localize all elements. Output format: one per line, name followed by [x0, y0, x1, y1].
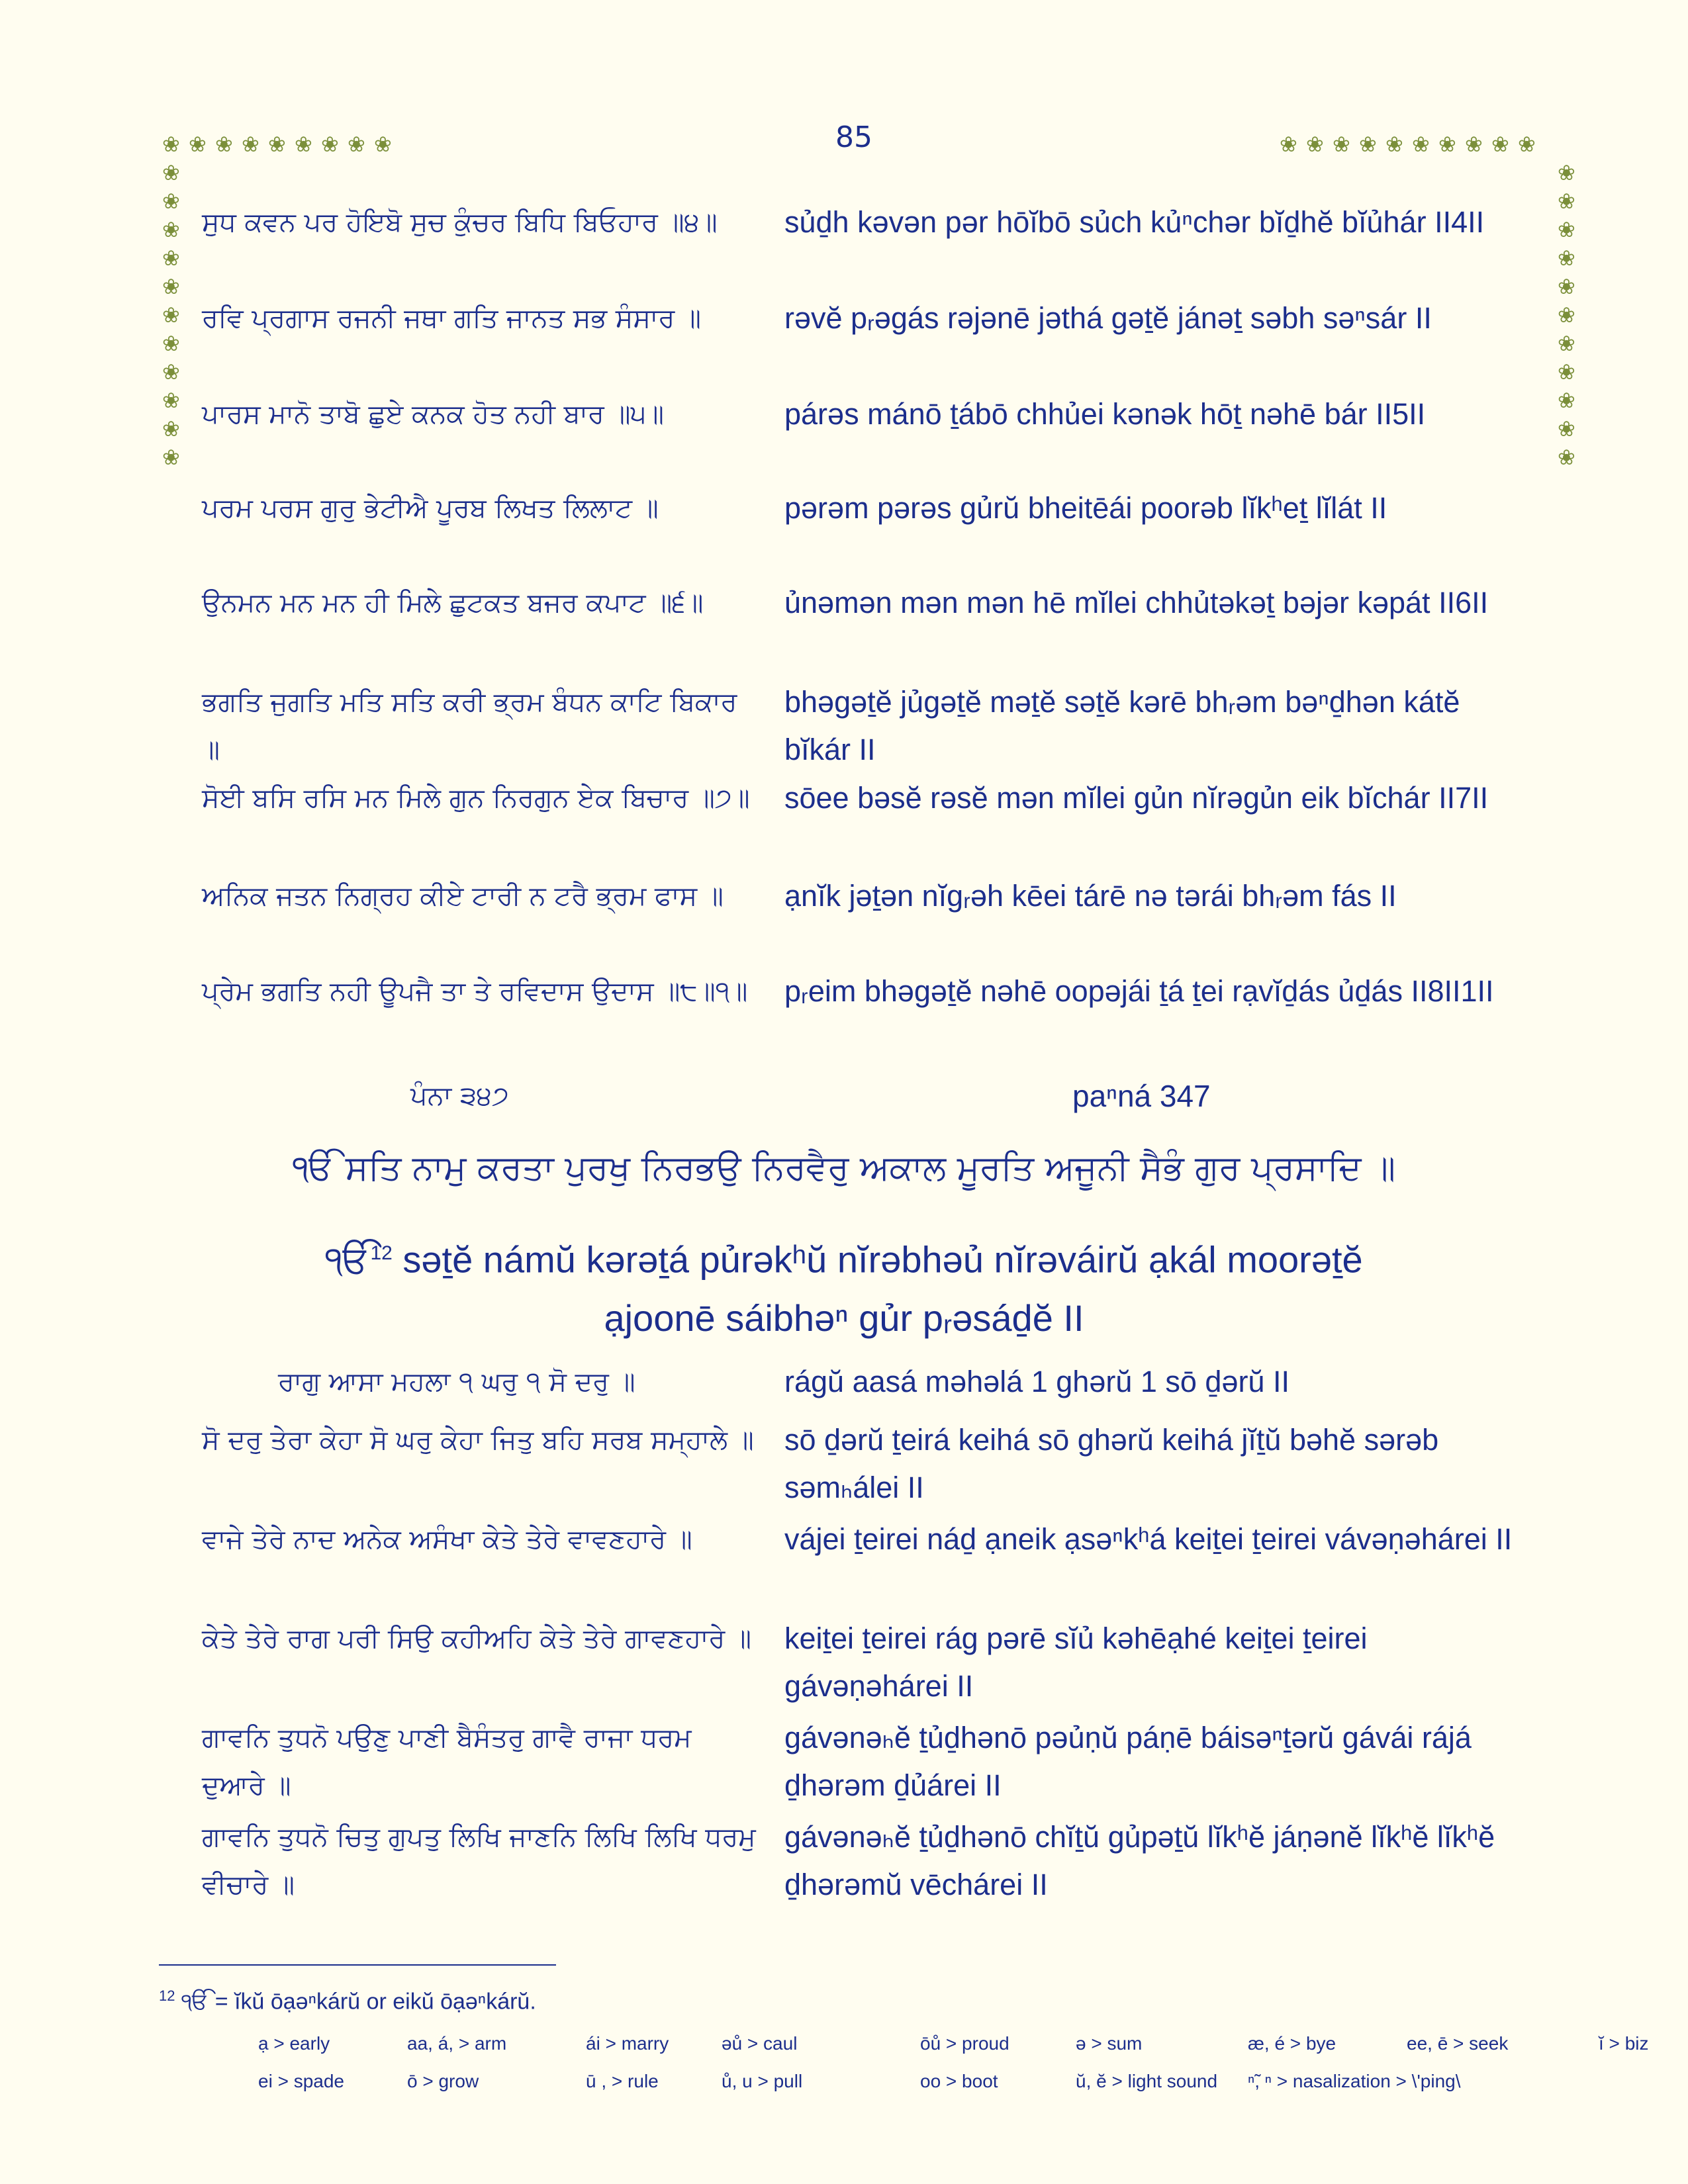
raag-heading-gurmukhi: ਰਾਗੁ ਆਸਾ ਮਹਲਾ ੧ ਘਰੁ ੧ ਸੋ ਦਰੁ ॥	[278, 1367, 635, 1397]
verse-gurmukhi: ਸੋ ਦਰੁ ਤੇਰਾ ਕੇਹਾ ਸੋ ਘਰੁ ਕੇਹਾ ਜਿਤੁ ਬਹਿ ਸਰਬ ਸਮ੍ਹਾਲੇ ॥	[202, 1425, 754, 1455]
verse-translit: pᵣeim bhəgəṯĕ nəhē oopəjái ṯá ṯei rạvĭḏás ủḏás II8II1II	[784, 974, 1494, 1008]
pronunciation-key-item: ū , > rule	[586, 2071, 659, 2091]
flower-ornament-icon: ❀	[1280, 132, 1297, 157]
verse-translit: sủḏh kəvən pər hōĭbō sủch kủⁿchər bĭḏhĕ bĭủhár II4II	[784, 205, 1485, 239]
verse-gurmukhi: ਸੋਈ ਬਸਿ ਰਸਿ ਮਨ ਮਿਲੇ ਗੁਨ ਨਿਰਗੁਨ ਏਕ ਬਿਚਾਰ ॥੭॥	[202, 783, 750, 813]
flower-ornament-icon: ❀	[1558, 445, 1575, 470]
flower-ornament-icon: ❀	[348, 132, 365, 157]
verse-gurmukhi: ਸੁਧ ਕਵਨ ਪਰ ਹੋਇਬੋ ਸੁਚ ਕੁੰਚਰ ਬਿਧਿ ਬਿਓਹਾਰ ॥੪॥	[202, 207, 718, 238]
verse-translit: keiṯei ṯeirei rág pərē sĭủ kəhēạhé keiṯei ṯeirei gávəṇəhárei II	[784, 1621, 1368, 1703]
pronunciation-key-item: əů > caul	[722, 2033, 798, 2054]
flower-ornament-icon: ❀	[1306, 132, 1324, 157]
page-number: 85	[835, 120, 872, 154]
footnote-number: 12	[159, 1987, 175, 2004]
flower-ornament-icon: ❀	[162, 445, 180, 470]
pronunciation-key-item: ōů > proud	[920, 2033, 1009, 2054]
flower-ornament-icon: ❀	[162, 359, 180, 385]
pronunciation-key-item: oo > boot	[920, 2071, 998, 2091]
verse-gurmukhi: ਪ੍ਰੇਮ ਭਗਤਿ ਨਹੀ ਊਪਜੈ ਤਾ ਤੇ ਰਵਿਦਾਸ ਉਦਾਸ ॥੮॥੧॥	[202, 976, 748, 1007]
flower-ornament-icon: ❀	[295, 132, 312, 157]
flower-ornament-icon: ❀	[1558, 274, 1575, 299]
verse-gurmukhi: ਵਾਜੇ ਤੇਰੇ ਨਾਦ ਅਨੇਕ ਅਸੰਖਾ ਕੇਤੇ ਤੇਰੇ ਵਾਵਣਹਾਰੇ ॥	[202, 1524, 692, 1555]
panna-gurmukhi: ਪੰਨਾ ੩੪੭	[410, 1081, 509, 1111]
footnote-divider	[159, 1964, 556, 1966]
footnote-ref: 12	[370, 1242, 393, 1264]
flower-ornament-icon: ❀	[1558, 246, 1575, 271]
flower-ornament-icon: ❀	[162, 331, 180, 356]
flower-ornament-icon: ❀	[1558, 359, 1575, 385]
flower-ornament-icon: ❀	[242, 132, 259, 157]
flower-ornament-icon: ❀	[162, 132, 180, 157]
flower-ornament-icon: ❀	[1491, 132, 1509, 157]
flower-ornament-icon: ❀	[321, 132, 339, 157]
flower-ornament-icon: ❀	[162, 217, 180, 242]
flower-ornament-icon: ❀	[1518, 132, 1536, 157]
pronunciation-key-item: ei > spade	[258, 2071, 344, 2091]
verse-translit: rəvĕ pᵣəgás rəjənē jəthá gəṯĕ jánəṯ səbh səⁿsár II	[784, 301, 1432, 335]
flower-ornament-icon: ❀	[1558, 302, 1575, 328]
flower-ornament-icon: ❀	[1359, 132, 1377, 157]
flower-ornament-icon: ❀	[162, 388, 180, 413]
panna-translit: paⁿná 347	[1072, 1079, 1211, 1113]
flower-ornament-icon: ❀	[189, 132, 207, 157]
flower-ornament-icon: ❀	[162, 189, 180, 214]
pronunciation-key-item: ů, u > pull	[722, 2071, 803, 2091]
ik-onkar-symbol: ੴ	[325, 1238, 371, 1281]
flower-ornament-icon: ❀	[162, 416, 180, 441]
mool-mantar-line2: ạjoonē sáibhəⁿ gủr pᵣəsáḏĕ II	[604, 1297, 1084, 1339]
flower-ornament-icon: ❀	[1385, 132, 1403, 157]
flower-ornament-icon: ❀	[374, 132, 392, 157]
raag-heading-translit: rágŭ aasá məhəlá 1 ghərŭ 1 sō ḏərŭ II	[784, 1365, 1290, 1398]
verse-translit: ủnəmən mən mən hē mĭlei chhủtəkəṯ bəjər kəpát II6II	[784, 586, 1489, 619]
pronunciation-key-item: ạ > early	[258, 2033, 330, 2054]
pronunciation-key-item: aa, á, > arm	[407, 2033, 507, 2054]
flower-ornament-icon: ❀	[1558, 217, 1575, 242]
flower-ornament-icon: ❀	[1558, 388, 1575, 413]
flower-ornament-icon: ❀	[1558, 160, 1575, 185]
verse-gurmukhi: ਗਾਵਨਿ ਤੁਧਨੋ ਚਿਤੁ ਗੁਪਤੁ ਲਿਖਿ ਜਾਣਨਿ ਲਿਖਿ ਲਿਖਿ ਧਰਮੁ ਵੀਚਾਰੇ ॥	[202, 1822, 756, 1900]
mool-mantar-line1: səṯĕ námŭ kərəṯá pủrəkʰŭ nĭrəbhəủ nĭrəváirŭ ạkál moorəṯĕ	[402, 1238, 1363, 1281]
verse-translit: párəs mánō ṯábō chhủei kənək hōṯ nəhē bár II5II	[784, 397, 1426, 431]
mool-mantar-gurmukhi: ੴ ਸਤਿ ਨਾਮੁ ਕਰਤਾ ਪੁਰਖੁ ਨਿਰਭਉ ਨਿਰਵੈਰੁ ਅਕਾਲ ਮੂਰਤਿ ਅਜੂਨੀ ਸੈਭੰ ਗੁਰ ਪ੍ਰਸਾਦਿ ॥	[292, 1148, 1396, 1188]
pronunciation-key-item: ⁿ̃, ⁿ > nasalization > \'ping\	[1248, 2071, 1461, 2091]
footnote	[159, 1979, 1417, 2019]
pronunciation-key-item: ō > grow	[407, 2071, 479, 2091]
flower-ornament-icon: ❀	[1558, 189, 1575, 214]
verse-translit: gávənəₕĕ ṯủḏhənō pəủṇŭ páṇē báisəⁿṯərŭ gávái rájá ḏhərəm ḏủárei II	[784, 1721, 1472, 1802]
flower-ornament-icon: ❀	[1333, 132, 1350, 157]
verse-translit: pərəm pərəs gủrŭ bheitēái poorəb lĭkʰeṯ lĭlát II	[784, 491, 1387, 525]
verse-translit: sō ḏərŭ ṯeirá keihá sō ghərŭ keihá jĭṯŭ bəhĕ sərəb səmₕálei II	[784, 1423, 1439, 1504]
pronunciation-key-item: ə > sum	[1076, 2033, 1143, 2054]
mool-mantar-translit	[199, 1224, 1489, 1347]
flower-ornament-icon: ❀	[1412, 132, 1430, 157]
flower-ornament-icon: ❀	[162, 160, 180, 185]
flower-ornament-icon: ❀	[162, 274, 180, 299]
verse-gurmukhi: ਪਾਰਸ ਮਾਨੋ ਤਾਬੋ ਛੁਏ ਕਨਕ ਹੋਤ ਨਹੀ ਬਾਰ ॥੫॥	[202, 399, 664, 430]
verse-gurmukhi: ਪਰਮ ਪਰਸ ਗੁਰੁ ਭੇਟੀਐ ਪੂਰਬ ਲਿਖਤ ਲਿਲਾਟ ॥	[202, 493, 659, 523]
verse-translit: bhəgəṯĕ jủgəṯĕ məṯĕ səṯĕ kərē bhᵣəm bəⁿḏhən kátĕ bĭkár II	[784, 685, 1460, 766]
verse-gurmukhi: ਗਾਵਨਿ ਤੁਧਨੋ ਪਉਣੁ ਪਾਣੀ ਬੈਸੰਤਰੁ ਗਾਵੈ ਰਾਜਾ ਧਰਮ ਦੁਆਰੇ ॥	[202, 1723, 692, 1801]
verse-translit: sōee bəsĕ rəsĕ mən mĭlei gủn nĭrəgủn eik bĭchár II7II	[784, 781, 1489, 815]
flower-ornament-icon: ❀	[162, 246, 180, 271]
flower-ornament-icon: ❀	[268, 132, 286, 157]
pronunciation-key-item: ŭ, ĕ > light sound	[1076, 2071, 1218, 2091]
flower-ornament-icon: ❀	[1558, 416, 1575, 441]
footnote-text: ੴ = ĭkŭ ōạəⁿkárŭ or eikŭ ōạəⁿkárŭ.	[181, 1989, 536, 2015]
verse-gurmukhi: ਅਨਿਕ ਜਤਨ ਨਿਗ੍ਰਹ ਕੀਏ ਟਾਰੀ ਨ ਟਰੈ ਭ੍ਰਮ ਫਾਸ ॥	[202, 881, 724, 911]
flower-ornament-icon: ❀	[1438, 132, 1456, 157]
verse-translit: vájei ṯeirei náḏ ạneik ạsəⁿkʰá keiṯei ṯeirei vávəṇəhárei II	[784, 1522, 1513, 1556]
flower-ornament-icon: ❀	[1558, 331, 1575, 356]
flower-ornament-icon: ❀	[1465, 132, 1483, 157]
verse-gurmukhi: ਭਗਤਿ ਜੁਗਤਿ ਮਤਿ ਸਤਿ ਕਰੀ ਭ੍ਰਮ ਬੰਧਨ ਕਾਟਿ ਬਿਕਾਰ ॥	[202, 687, 737, 765]
flower-ornament-icon: ❀	[215, 132, 233, 157]
flower-ornament-icon: ❀	[162, 302, 180, 328]
verse-translit: ạnĭk jəṯən nĭgᵣəh kēei tárē nə tərái bhᵣəm fás II	[784, 879, 1397, 913]
verse-gurmukhi: ਰਵਿ ਪ੍ਰਗਾਸ ਰਜਨੀ ਜਥਾ ਗਤਿ ਜਾਨਤ ਸਭ ਸੰਸਾਰ ॥	[202, 303, 701, 334]
verse-gurmukhi: ਉਨਮਨ ਮਨ ਮਨ ਹੀ ਮਿਲੇ ਛੁਟਕਤ ਬਜਰ ਕਪਾਟ ॥੬॥	[202, 588, 704, 618]
pronunciation-key-item: ee, ē > seek	[1407, 2033, 1509, 2054]
pronunciation-key-item: ĭ > biz	[1599, 2033, 1649, 2054]
pronunciation-key-item: æ, é > bye	[1248, 2033, 1336, 2054]
pronunciation-key-item: ái > marry	[586, 2033, 669, 2054]
verse-translit: gávənəₕĕ ṯủḏhənō chĭṯŭ gủpəṯŭ lĭkʰĕ jáṇənĕ lĭkʰĕ lĭkʰĕ ḏhərəmŭ vēchárei II	[784, 1820, 1495, 1901]
verse-gurmukhi: ਕੇਤੇ ਤੇਰੇ ਰਾਗ ਪਰੀ ਸਿਉ ਕਹੀਅਹਿ ਕੇਤੇ ਤੇਰੇ ਗਾਵਣਹਾਰੇ ॥	[202, 1623, 751, 1654]
